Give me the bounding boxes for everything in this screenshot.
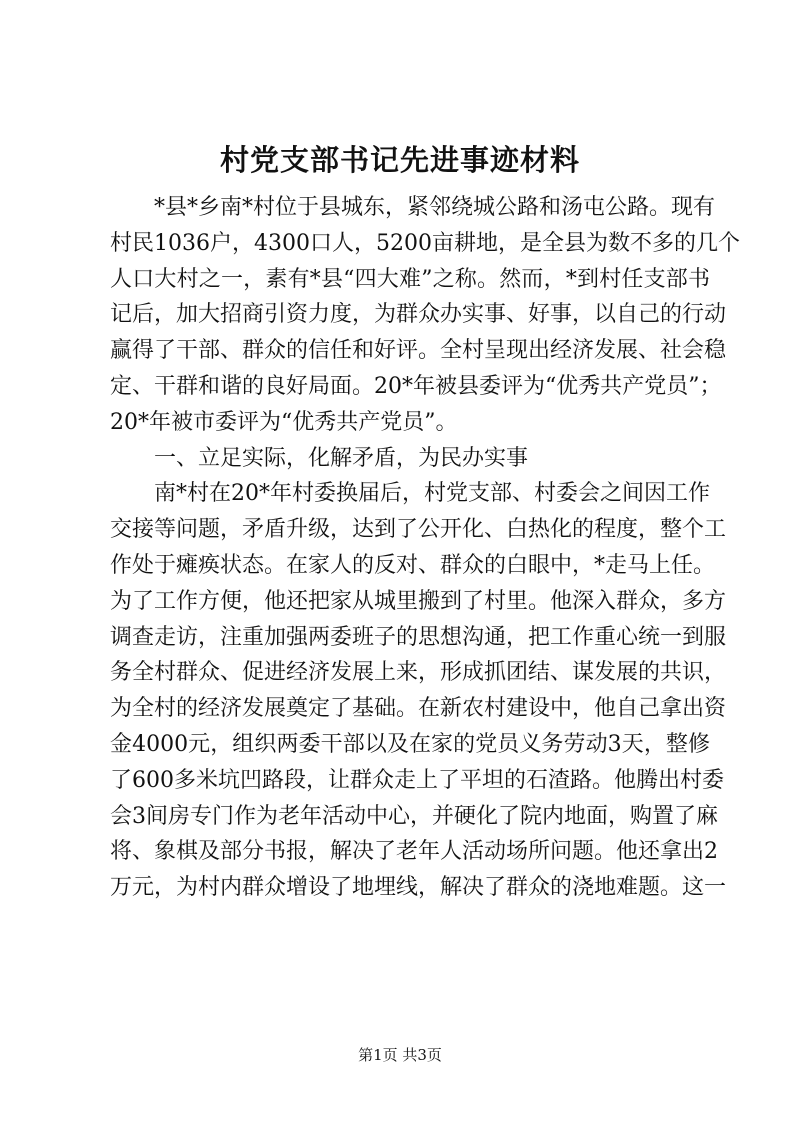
paragraph-2-line-4: 为了工作方便，他还把家从城里搬到了村里。他深入群众，多方 [110,588,727,614]
paragraph-2-line-3: 作处于瘫痪状态。在家人的反对、群众的白眼中，*走马上任。 [110,552,716,578]
paragraph-1-line-6: 定、干群和谐的良好局面。20*年被县委评为“优秀共产党员”； [110,373,722,399]
paragraph-2-line-9: 了600多米坑凹路段，让群众走上了平坦的石渣路。他腾出村委 [110,767,724,793]
paragraph-2-line-12: 万元，为村内群众增设了地埋线，解决了群众的浇地难题。这一 [110,875,727,901]
document-title: 村党支部书记先进事迹材料 [219,143,580,177]
paragraph-2-line-1: 南*村在20*年村委换届后，村党支部、村委会之间因工作 [154,481,710,507]
paragraph-1-line-3: 人口大村之一，素有*县“四大难”之称。然而，*到村任支部书 [110,266,710,292]
paragraph-2-line-6: 务全村群众、促进经济发展上来，形成抓团结、谋发展的共识， [110,660,727,686]
page-number-footer: 第1页 共3页 [358,1046,442,1064]
paragraph-1-line-7: 20*年被市委评为“优秀共产党员”。 [110,409,458,435]
section-heading-1: 一、立足实际，化解矛盾，为民办实事 [154,445,529,471]
paragraph-2-line-7: 为全村的经济发展奠定了基础。在新农村建设中，他自己拿出资 [110,696,727,722]
paragraph-1-line-5: 赢得了干部、群众的信任和好评。全村呈现出经济发展、社会稳 [110,338,727,364]
paragraph-1-line-4: 记后，加大招商引资力度，为群众办实事、好事，以自己的行动 [110,302,727,328]
paragraph-2-line-2: 交接等问题，矛盾升级，达到了公开化、白热化的程度，整个工 [110,517,727,543]
paragraph-1-line-2: 村民1036户，4300口人，5200亩耕地，是全县为数不多的几个 [110,230,740,256]
paragraph-2-line-11: 将、象棋及部分书报，解决了老年人活动场所问题。他还拿出2 [110,839,718,865]
paragraph-2-line-5: 调查走访，注重加强两委班子的思想沟通，把工作重心统一到服 [110,624,727,650]
paragraph-2-line-8: 金4000元，组织两委干部以及在家的党员义务劳动3天，整修 [110,731,710,757]
paragraph-1-line-1: *县*乡南*村位于县城东，紧邻绕城公路和汤屯公路。现有 [154,195,716,220]
document-body [110,190,740,906]
paragraph-2-line-10: 会3间房专门作为老年活动中心，并硬化了院内地面，购置了麻 [110,803,718,829]
